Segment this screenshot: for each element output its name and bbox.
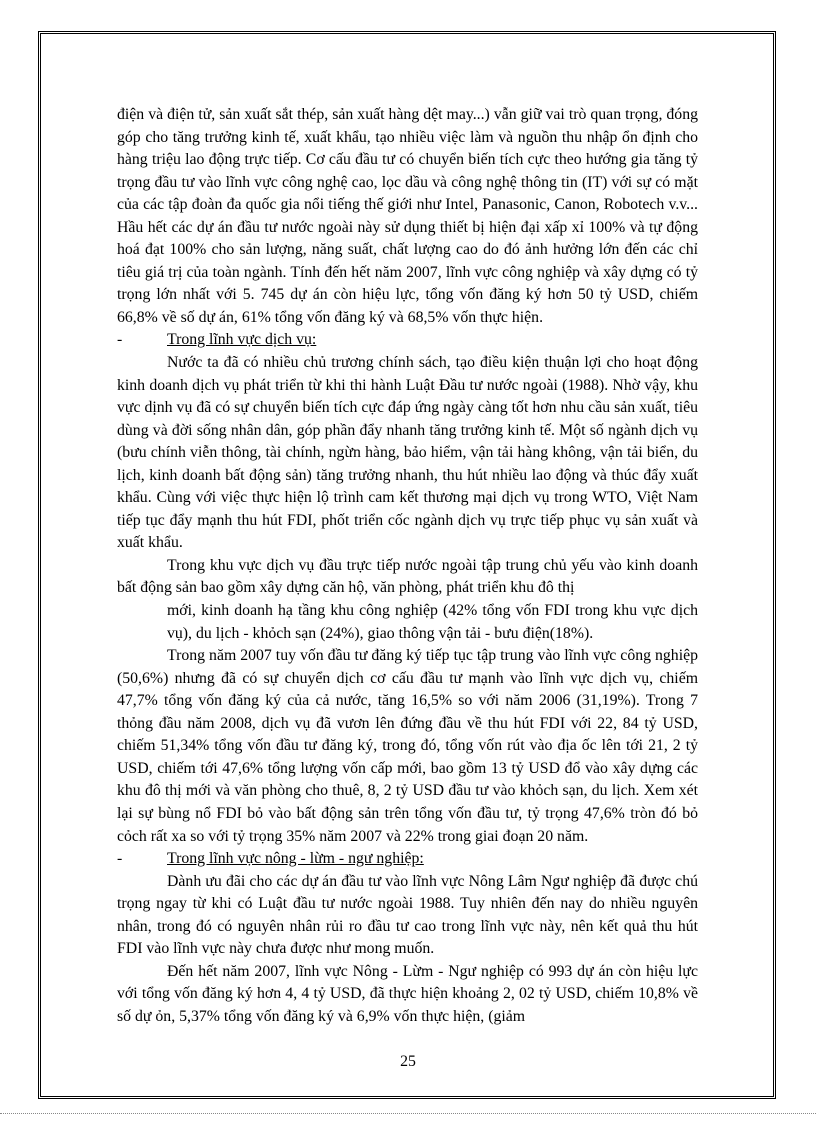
- bullet-dash: -: [117, 331, 123, 349]
- page-separator: [0, 1113, 816, 1114]
- paragraph-services-policy: Nước ta đã có nhiều chủ trương chính sách, tạo điều kiện thuận lợi cho hoạt động kinh doanh dịch vụ phát triển từ khi thi hành Luật Đầu tư nước ngoài (1988). Nhờ vậy, khu vực dịnh vụ đã có sự chuyển biến tích cực đáp ứng ngày càng tốt hơn nhu cầu sản xuất, tiêu dùng và đời sống nhân dân, góp phần đẩy nhanh tăng trưởng kinh tế. Một số ngành dịch vụ (bưu chính viễn thông, tài chính, ngừn hàng, bảo hiểm, vận tải hàng không, vận tải biển, du lịch, kinh doanh bất động sản) tăng trưởng nhanh, thu hút nhiều lao động và thúc đẩy xuất khẩu. Cùng với việc thực hiện lộ trình cam kết thương mại dịch vụ trong WTO, Việt Nam tiếp tục đẩy mạnh thu hút FDI, phốt triển cốc ngành dịch vụ trực tiếp phục vụ sản xuất và xuất khẩu.: [117, 354, 698, 552]
- heading-text: Trong lĩnh vực nông - lừm - ngư nghiệp:: [167, 850, 424, 868]
- paragraph-services-realestate: Trong khu vực dịch vụ đầu trực tiếp nước ngoài tập trung chủ yếu vào kinh doanh bất động sản bao gồm xây dựng căn hộ, văn phòng, phát triển khu đô thị: [117, 556, 698, 597]
- paragraph-industry-summary: điện và điện tử, sản xuất sắt thép, sản xuất hàng dệt may...) vẫn giữ vai trò quan trọng, đóng góp cho tăng trưởng kinh tế, xuất khẩu, tạo nhiều việc làm và nguồn thu nhập ổn định cho hàng triệu lao động trực tiếp. Cơ cấu đầu tư có chuyển biến tích cực theo hướng gia tăng tỷ trọng đầu tư vào lĩnh vực công nghệ cao, lọc dầu và công nghệ thông tin (IT) với sự có mặt của các tập đoàn đa quốc gia nổi tiếng thế giới như Intel, Panasonic, Canon, Robotech v.v... Hầu hết các dự án đầu tư nước ngoài này sử dụng thiết bị hiện đại xấp xỉ 100% và tự động hoá đạt 100% cho sản lượng, năng suất, chất lượng cao do đó ảnh hưởng lớn đến các chỉ tiêu giá trị của toàn ngành. Tính đến hết năm 2007, lĩnh vực công nghiệp và xây dựng có tỷ trọng lớn nhất với 5. 745 dự án còn hiệu lực, tổng vốn đăng ký hơn 50 tỷ USD, chiếm 66,8% về số dự án, 61% tổng vốn đăng ký và 68,5% vốn thực hiện.: [117, 106, 698, 326]
- paragraph-agriculture-incentives: Dành ưu đãi cho các dự án đầu tư vào lĩnh vực Nông Lâm Ngư nghiệp đã được chú trọng ngay từ khi có Luật đầu tư nước ngoài 1988. Tuy nhiên đến nay do nhiều nguyên nhân, trong đó có nguyên nhân rủi ro đầu tư cao trong lĩnh vực này, nên kết quả thu hút FDI vào lĩnh vực này chưa được như mong muốn.: [117, 872, 698, 958]
- paragraph-services-2007: Trong năm 2007 tuy vốn đầu tư đăng ký tiếp tục tập trung vào lĩnh vực công nghiệp (50,6%) nhưng đã có sự chuyển dịch cơ cấu đầu tư mạnh vào lĩnh vực dịch vụ, chiếm 47,7% tổng vốn đăng ký của cả nước, tăng 16,5% so với năm 2006 (31,19%). Trong 7 thỏng đầu năm 2008, dịch vụ đã vươn lên đứng đầu về thu hút FDI với 22, 84 tỷ USD, chiếm 51,34% tổng vốn đầu tư đăng ký, trong đó, tổng vốn rút vào địa ốc lên tới 21, 2 tỷ USD, chiếm tới 47,6% tổng lượng vốn cấp mới, bao gồm 13 tỷ USD đổ vào xây dựng các khu đô thị mới và văn phòng cho thuê, 8, 2 tỷ USD đầu tư vào khỏch sạn, du lịch. Xem xét lại sự bùng nổ FDI bỏ vào bất động sản trên tổng vốn đầu tư, tỷ trọng 47,6% tròn đó bỏ cỏch rất xa so với tỷ trọng 35% năm 2007 và 22% trong giai đoạn 20 năm.: [117, 647, 698, 845]
- section-heading-agriculture: [117, 848, 698, 871]
- section-heading-services: [117, 329, 698, 352]
- paragraph-agriculture-2007: Đến hết năm 2007, lĩnh vực Nông - Lừm - Ngư nghiệp có 993 dự án còn hiệu lực với tổng vốn đăng ký hơn 4, 4 tỷ USD, đã thực hiện khoảng 2, 02 tỷ USD, chiếm 10,8% về số dự ỏn, 5,37% tổng vốn đăng ký và 6,9% vốn thực hiện, (giảm: [117, 962, 698, 1025]
- page-number: 25: [400, 1053, 416, 1070]
- bullet-dash: -: [117, 850, 123, 868]
- paragraph-services-realestate-continued: mới, kinh doanh hạ tầng khu công nghiệp (42% tổng vốn FDI trong khu vực dịch vụ), du lịch - khỏch sạn (24%), giao thông vận tải - bưu điện(18%).: [167, 602, 698, 642]
- heading-text: Trong lĩnh vực dịch vụ:: [167, 331, 317, 349]
- document-body: [117, 104, 698, 1028]
